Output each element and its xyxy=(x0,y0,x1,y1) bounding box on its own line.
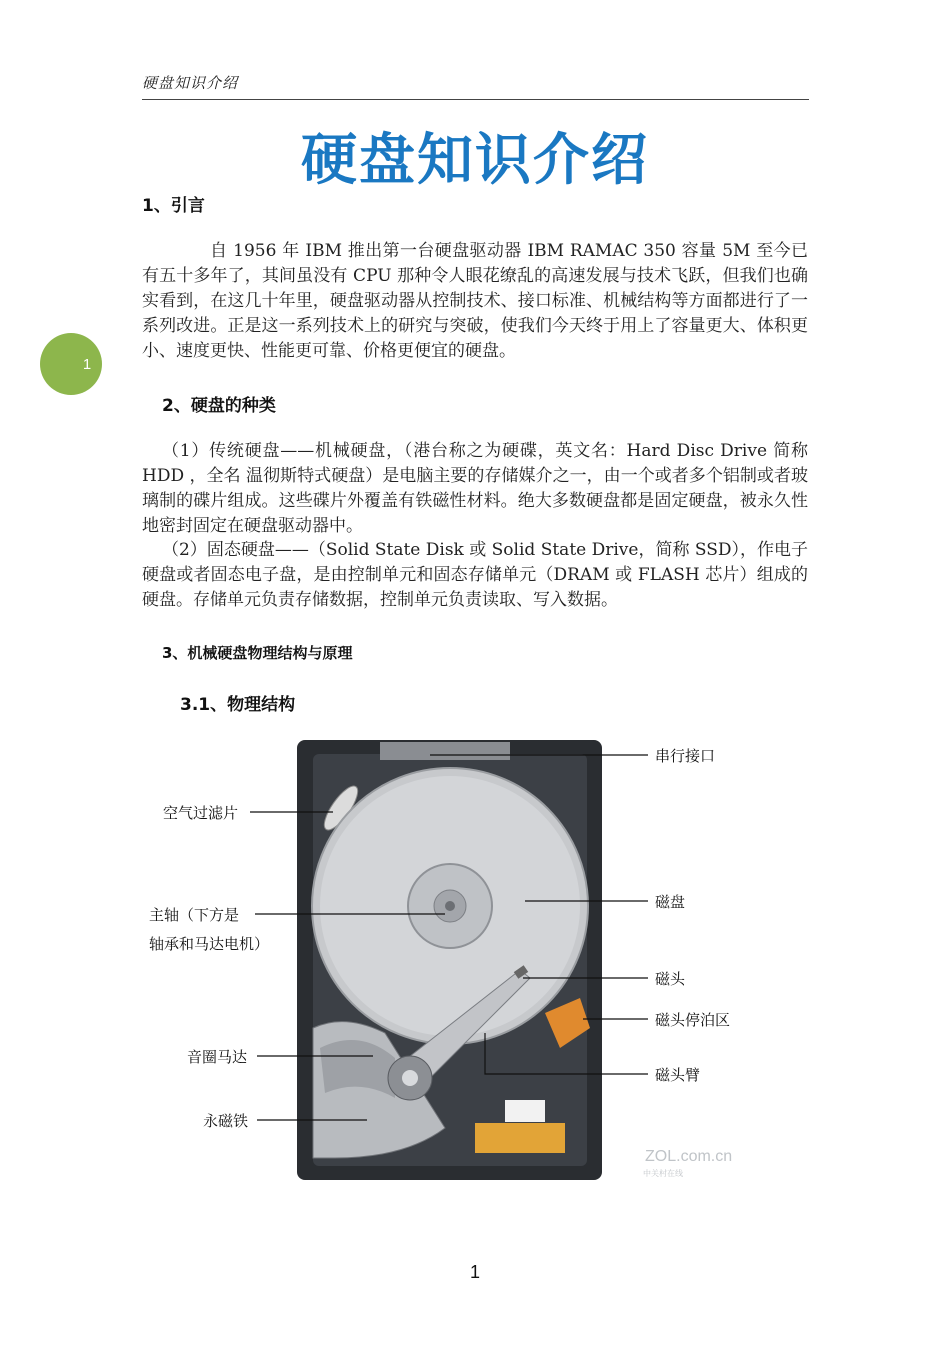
label-head: 磁头 xyxy=(655,970,686,988)
label-spindle-line1: 主轴（下方是 xyxy=(149,906,240,924)
page-number: 1 xyxy=(469,1262,480,1282)
running-header: 硬盘知识介绍 xyxy=(142,74,239,92)
header-divider xyxy=(142,99,809,100)
serial-connector xyxy=(380,742,510,760)
hdd-structure-figure xyxy=(145,728,810,1188)
spindle-screw xyxy=(445,901,455,911)
label-voice-coil: 音圈马达 xyxy=(187,1048,248,1066)
section-3-heading: 3、机械硬盘物理结构与原理 xyxy=(162,644,353,662)
label-head-park: 磁头停泊区 xyxy=(655,1011,731,1029)
label-head-arm: 磁头臂 xyxy=(655,1066,701,1084)
qr-label xyxy=(505,1100,545,1122)
label-magnet: 永磁铁 xyxy=(203,1112,249,1130)
actuator-pivot-center xyxy=(402,1070,418,1086)
label-platter: 磁盘 xyxy=(655,893,686,911)
side-page-badge: 1 xyxy=(40,333,102,395)
section-2-heading: 2、硬盘的种类 xyxy=(162,396,276,416)
label-air-filter: 空气过滤片 xyxy=(163,804,239,822)
watermark: ZOL.com.cn xyxy=(645,1148,733,1165)
section-3-1-heading: 3.1、物理结构 xyxy=(180,695,296,715)
section-1-paragraph: 自 1956 年 IBM 推出第一台硬盘驱动器 IBM RAMAC 350 容量 5M 至今已有五十多年了，其间虽没有 CPU 那种令人眼花缭乱的高速发展与技术飞跃，但我们也确实看到，在这几十年里，硬盘驱动器从控制技术、接口标准、机械结构等方面都进行了一系列改进。正是这一系列技术上的研究与突破，使我们今天终于用上了容量更大、体积更小、速度更快、性能更可靠、价格更便宜的硬盘。 xyxy=(142,241,808,361)
flex-connector xyxy=(475,1123,565,1153)
watermark-sub: 中关村在线 xyxy=(643,1169,683,1178)
section-2-paragraph-hdd: （1）传统硬盘——机械硬盘，（港台称之为硬碟，英文名：Hard Disc Drive 简称 HDD ，全名 温彻斯特式硬盘）是电脑主要的存储媒介之一，由一个或者多个铝制或者玻璃制的碟片组成。这些碟片外覆盖有铁磁性材料。绝大多数硬盘都是固定硬盘，被永久性地密封固定在硬盘驱动器中。 xyxy=(142,441,808,536)
document-title: 硬盘知识介绍 xyxy=(301,127,649,193)
label-serial-interface: 串行接口 xyxy=(655,747,716,765)
section-2-paragraph-ssd: （2）固态硬盘——（Solid State Disk 或 Solid State Drive，简称 SSD），作电子硬盘或者固态电子盘，是由控制单元和固态存储单元（DRAM 或 FLASH 芯片）组成的硬盘。存储单元负责存储数据，控制单元负责读取、写入数据。 xyxy=(142,540,808,610)
label-spindle-line2: 轴承和马达电机） xyxy=(149,935,270,953)
section-1-heading: 1、引言 xyxy=(142,196,205,216)
